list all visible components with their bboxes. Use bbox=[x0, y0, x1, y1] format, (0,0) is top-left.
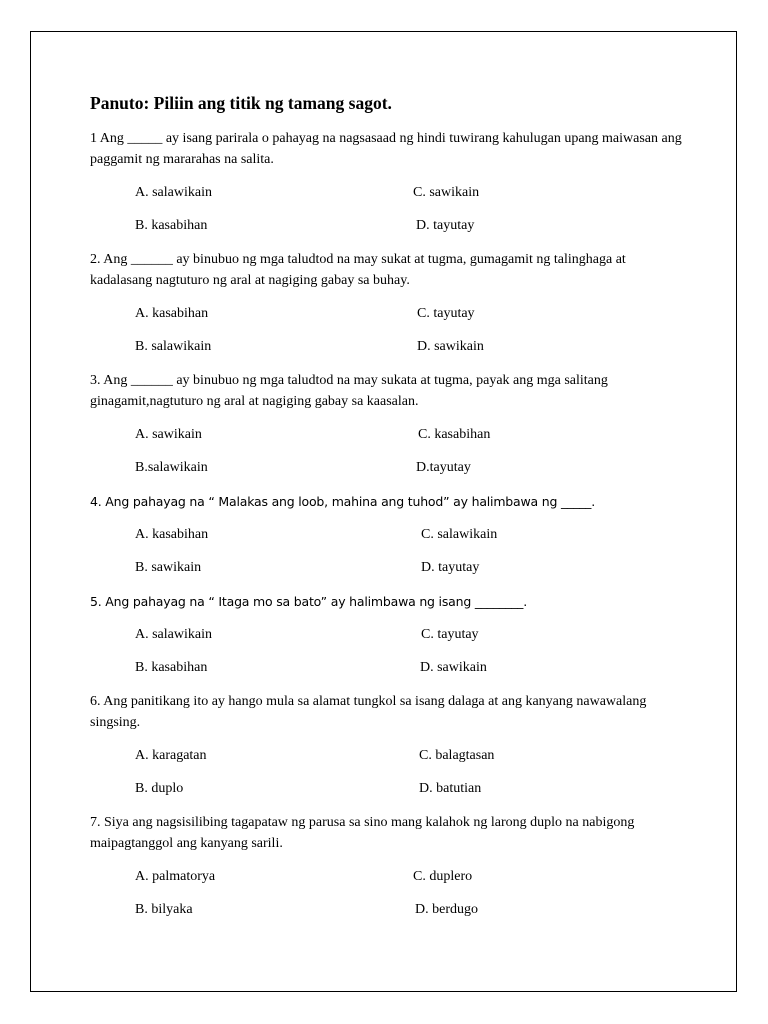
page-title: Panuto: Piliin ang titik ng tamang sagot. bbox=[90, 93, 392, 113]
question-4-choice-c: C. salawikain bbox=[421, 527, 498, 542]
question-7-choice-d: D. berdugo bbox=[415, 902, 478, 917]
question-5-choice-a: A. salawikain bbox=[135, 627, 212, 642]
question-1-choice-d: D. tayutay bbox=[416, 218, 475, 233]
question-1-text: 1 Ang _____ ay isang parirala o pahayag na nagsasaad ng hindi tuwirang kahulugan upang maiwasan ang paggamit ng mararahas na salita. bbox=[90, 131, 682, 167]
question-2-text: 2. Ang ______ ay binubuo ng mga taludtod na may sukat at tugma, gumagamit ng talinghaga at kadalasang nagtuturo ng aral at nagiging gabay sa buhay. bbox=[90, 252, 626, 288]
question-2-choice-c: C. tayutay bbox=[417, 306, 475, 321]
question-3-text: 3. Ang ______ ay binubuo ng mga taludtod na may sukata at tugma, payak ang mga salitang ginagamit,nagtuturo ng aral at nagiging gabay sa kaasalan. bbox=[90, 373, 608, 409]
question-4-choice-b: B. sawikain bbox=[135, 560, 202, 575]
question-3-choice-b: B.salawikain bbox=[135, 460, 208, 475]
question-3-choice-a: A. sawikain bbox=[135, 427, 202, 442]
question-2-choice-b: B. salawikain bbox=[135, 339, 212, 354]
question-4-choice-d: D. tayutay bbox=[421, 560, 480, 575]
question-5-text: 5. Ang pahayag na “ Itaga mo sa bato” ay halimbawa ng isang ________. bbox=[90, 594, 527, 609]
question-1-choice-c: C. sawikain bbox=[413, 185, 480, 200]
question-2-choice-a: A. kasabihan bbox=[135, 306, 209, 321]
question-6-choice-d: D. batutian bbox=[419, 781, 482, 796]
question-1-choice-b: B. kasabihan bbox=[135, 218, 208, 233]
question-3-choice-c: C. kasabihan bbox=[418, 427, 491, 442]
question-7-choice-a: A. palmatorya bbox=[135, 869, 216, 884]
question-5-choice-c: C. tayutay bbox=[421, 627, 479, 642]
question-3-choice-d: D.tayutay bbox=[416, 460, 471, 475]
question-5-choice-b: B. kasabihan bbox=[135, 660, 208, 675]
question-6-choice-c: C. balagtasan bbox=[419, 748, 495, 763]
question-6-choice-a: A. karagatan bbox=[135, 748, 207, 763]
question-7-text: 7. Siya ang nagsisilibing tagapataw ng parusa sa sino mang kalahok ng larong duplo na nabigong maipagtanggol ang kanyang sarili. bbox=[90, 815, 635, 851]
question-4-choice-a: A. kasabihan bbox=[135, 527, 209, 542]
question-2-choice-d: D. sawikain bbox=[417, 339, 484, 354]
question-4-text: 4. Ang pahayag na “ Malakas ang loob, mahina ang tuhod” ay halimbawa ng _____. bbox=[90, 494, 596, 509]
question-1-choice-a: A. salawikain bbox=[135, 185, 212, 200]
question-7-choice-c: C. duplero bbox=[413, 869, 473, 884]
question-5-choice-d: D. sawikain bbox=[420, 660, 487, 675]
question-6-choice-b: B. duplo bbox=[135, 781, 184, 796]
question-7-choice-b: B. bilyaka bbox=[135, 902, 193, 917]
question-6-text: 6. Ang panitikang ito ay hango mula sa alamat tungkol sa isang dalaga at ang kanyang nawawalang singsing. bbox=[90, 694, 647, 730]
